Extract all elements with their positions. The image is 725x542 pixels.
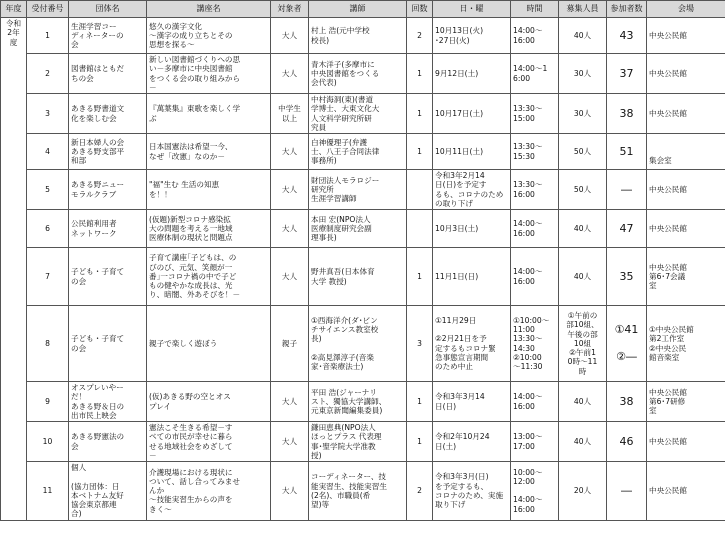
- target-audience-cell: 中学生 以上: [271, 94, 309, 134]
- capacity-cell: 20人: [559, 462, 607, 521]
- organization-name-cell: あきる野書道文 化を楽しむ会: [69, 94, 147, 134]
- participant-count-cell: ―: [607, 170, 647, 210]
- header-times: 回数: [407, 1, 433, 18]
- date-weekday-cell: 令和2年10月24 日(土): [433, 422, 511, 462]
- table-row: [1, 18, 725, 54]
- target-audience-cell: 大人: [271, 210, 309, 248]
- venue-cell: ①中央公民館 第2工作室 ②中央公民 館音楽室: [647, 306, 725, 382]
- target-audience-cell: 大人: [271, 18, 309, 54]
- session-count-cell: 2: [407, 18, 433, 54]
- time-range-cell: 14:00～ 16:00: [511, 382, 559, 422]
- lecture-title-cell: 子育て講座｢子どもは、の びのび、元気、笑顔が一 番｣一コロナ禍の中で子ど もの健やかな成長は、光 り、暗闇、外あそびを！－: [147, 248, 271, 306]
- venue-cell: 中央公民館: [647, 210, 725, 248]
- header-target: 対象者: [271, 1, 309, 18]
- organization-name-cell: あきる野ニュー モラルクラブ: [69, 170, 147, 210]
- date-weekday-cell: 9月12日(土): [433, 54, 511, 94]
- capacity-cell: 30人: [559, 94, 607, 134]
- lecturer-cell: 中村海洞(東)(書道 学博士、大東文化大 人文科学研究所研 究員: [309, 94, 407, 134]
- capacity-cell: 40人: [559, 248, 607, 306]
- target-audience-cell: 大人: [271, 54, 309, 94]
- participant-count-cell: 37: [607, 54, 647, 94]
- lecture-title-cell: 新しい図書館づくりへの思 い－多摩市に中央図書館 をつくる会の取り組みから －: [147, 54, 271, 94]
- capacity-cell: 50人: [559, 170, 607, 210]
- table-row: [1, 382, 725, 422]
- participant-count-cell: 38: [607, 382, 647, 422]
- organization-name-cell: 新日本婦人の会 あきる野支部平 和部: [69, 134, 147, 170]
- participant-count-cell: 35: [607, 248, 647, 306]
- date-weekday-cell: 令和3年3月14 日(日): [433, 382, 511, 422]
- capacity-cell: 40人: [559, 18, 607, 54]
- time-range-cell: 14:00～ 16:00: [511, 248, 559, 306]
- lecturer-cell: 本田 宏(NPO法人 医療制度研究会副 理事長): [309, 210, 407, 248]
- organization-name-cell: 生涯学習コー ディネーターの 会: [69, 18, 147, 54]
- table-row: [1, 54, 725, 94]
- time-range-cell: 13:30～ 15:00: [511, 94, 559, 134]
- receipt-number-cell: 9: [27, 382, 69, 422]
- receipt-number-cell: 1: [27, 18, 69, 54]
- lecture-title-cell: "福"生む 生活の知恵 を！！: [147, 170, 271, 210]
- receipt-number-cell: 7: [27, 248, 69, 306]
- time-range-cell: 13:00～ 17:00: [511, 422, 559, 462]
- session-count-cell: 2: [407, 462, 433, 521]
- venue-cell: 中央公民館: [647, 170, 725, 210]
- organization-name-cell: 公民館利用者 ネットワーク: [69, 210, 147, 248]
- organization-name-cell: あきる野憲法の 会: [69, 422, 147, 462]
- target-audience-cell: 親子: [271, 306, 309, 382]
- participant-count-cell: ①41 ②―: [607, 306, 647, 382]
- time-range-cell: 10:00～ 12:00 14:00～ 16:00: [511, 462, 559, 521]
- target-audience-cell: 大人: [271, 462, 309, 521]
- capacity-cell: 50人: [559, 134, 607, 170]
- receipt-number-cell: 4: [27, 134, 69, 170]
- organization-name-cell: 子ども・子育て の会: [69, 248, 147, 306]
- time-range-cell: ①10:00～ 11:00 13:30～ 14:30 ②10:00 ～11:30: [511, 306, 559, 382]
- session-count-cell: 1: [407, 422, 433, 462]
- receipt-number-cell: 6: [27, 210, 69, 248]
- lecture-title-cell: 『萬葉集』東歌を楽しく学 ぶ: [147, 94, 271, 134]
- table-row: [1, 94, 725, 134]
- time-range-cell: 13:30～ 16:00: [511, 170, 559, 210]
- venue-cell: 中央公民館 第6･7研修 室: [647, 382, 725, 422]
- venue-cell: 中央公民館: [647, 94, 725, 134]
- capacity-cell: ①午前の 部10組、 午後の部 10組 ②午前1 0時～11 時: [559, 306, 607, 382]
- organization-name-cell: 子ども・子育て の会: [69, 306, 147, 382]
- capacity-cell: 30人: [559, 54, 607, 94]
- receipt-number-cell: 5: [27, 170, 69, 210]
- date-weekday-cell: 10月3日(土): [433, 210, 511, 248]
- target-audience-cell: 大人: [271, 422, 309, 462]
- lecture-title-cell: 日本国憲法は希望一今、 なぜ「改憲」なのか－: [147, 134, 271, 170]
- fiscal-year-cell: 令和 2年 度: [1, 18, 27, 521]
- receipt-number-cell: 10: [27, 422, 69, 462]
- session-count-cell: 1: [407, 94, 433, 134]
- header-organization: 団体名: [69, 1, 147, 18]
- participant-count-cell: 38: [607, 94, 647, 134]
- table-row: [1, 462, 725, 521]
- venue-cell: 中央公民館: [647, 18, 725, 54]
- venue-cell: 中央公民館: [647, 462, 725, 521]
- lecturer-cell: 平田 浩(ジャーナリ スト、獨協大学講師、 元東京新聞編集委員): [309, 382, 407, 422]
- table-row: [1, 170, 725, 210]
- target-audience-cell: 大人: [271, 248, 309, 306]
- table-row: [1, 134, 725, 170]
- receipt-number-cell: 2: [27, 54, 69, 94]
- date-weekday-cell: 10月11日(土): [433, 134, 511, 170]
- organization-name-cell: 個人 (協力団体：日 本ベトナム友好 協会東京都連 合): [69, 462, 147, 521]
- date-weekday-cell: 10月13日(火) ･27日(火): [433, 18, 511, 54]
- participant-count-cell: ―: [607, 462, 647, 521]
- session-count-cell: [407, 170, 433, 210]
- header-row: [1, 1, 725, 18]
- participant-count-cell: 43: [607, 18, 647, 54]
- lecturer-cell: 財団法人モラロジー 研究所 生涯学習講師: [309, 170, 407, 210]
- date-weekday-cell: 10月17日(土): [433, 94, 511, 134]
- lecture-title-cell: (仮)あきる野の空とオス プレイ: [147, 382, 271, 422]
- table-row: [1, 422, 725, 462]
- receipt-number-cell: 11: [27, 462, 69, 521]
- target-audience-cell: 大人: [271, 382, 309, 422]
- header-number: 受付番号: [27, 1, 69, 18]
- lecturer-cell: 鎌田恵典(NPO法人 ほっとプラス 代表理 事･聖学院大学准教 授): [309, 422, 407, 462]
- time-range-cell: 14:00～ 16:00: [511, 18, 559, 54]
- session-count-cell: 3: [407, 306, 433, 382]
- lecturer-cell: コーディネーター、技 能実習生、技能実習生 (2名)、市職員(希 望)等: [309, 462, 407, 521]
- time-range-cell: 14:00～1 6:00: [511, 54, 559, 94]
- lecturer-cell: ①西海洋介(ダ･ビン チサイエンス教室校 長) ②高見澤淳子(音楽 家･音楽療法士): [309, 306, 407, 382]
- header-lecture-title: 講座名: [147, 1, 271, 18]
- header-time: 時間: [511, 1, 559, 18]
- date-weekday-cell: ①11月29日 ②2月21日を予 定するもコロナ緊 急事態宣言期間 のため中止: [433, 306, 511, 382]
- venue-cell: 集会室: [647, 134, 725, 170]
- session-count-cell: 1: [407, 54, 433, 94]
- time-range-cell: 13:30～ 15:30: [511, 134, 559, 170]
- lecturer-cell: 青木洋子(多摩市に 中央図書館をつくる 会代表): [309, 54, 407, 94]
- capacity-cell: 40人: [559, 422, 607, 462]
- participant-count-cell: 51: [607, 134, 647, 170]
- lecturer-cell: 白神優理子(弁護 士、八王子合同法律 事務所): [309, 134, 407, 170]
- participant-count-cell: 47: [607, 210, 647, 248]
- table-row: [1, 210, 725, 248]
- header-lecturer: 講師: [309, 1, 407, 18]
- receipt-number-cell: 3: [27, 94, 69, 134]
- session-count-cell: [407, 210, 433, 248]
- date-weekday-cell: 令和3年2月14 日(日)を予定す るも、コロナのため の取り下げ: [433, 170, 511, 210]
- header-date: 日・曜: [433, 1, 511, 18]
- lecture-title-cell: 親子で楽しく遊ぼう: [147, 306, 271, 382]
- header-capacity: 募集人員: [559, 1, 607, 18]
- target-audience-cell: 大人: [271, 134, 309, 170]
- venue-cell: 中央公民館: [647, 422, 725, 462]
- header-year: 年度: [1, 1, 27, 18]
- lecture-title-cell: 悠久の漢字文化 ～漢字の成り立ちとその 思想を探る～: [147, 18, 271, 54]
- time-range-cell: 14:00～ 16:00: [511, 210, 559, 248]
- session-count-cell: 1: [407, 382, 433, 422]
- lecture-title-cell: 介護現場における現状に ついて、話し合ってみませ んか ～技能実習生からの声を きく～: [147, 462, 271, 521]
- venue-cell: 中央公民館 第6･7会議 室: [647, 248, 725, 306]
- date-weekday-cell: 令和3年3月(日) を予定するも、 コロナのため、実施 取り下げ: [433, 462, 511, 521]
- organization-name-cell: 図書館はともだ ちの会: [69, 54, 147, 94]
- session-count-cell: 1: [407, 134, 433, 170]
- header-venue: 会場: [647, 1, 725, 18]
- lecturer-cell: 村上 浩(元中学校 校長): [309, 18, 407, 54]
- target-audience-cell: 大人: [271, 170, 309, 210]
- participant-count-cell: 46: [607, 422, 647, 462]
- table-row: [1, 248, 725, 306]
- receipt-number-cell: 8: [27, 306, 69, 382]
- session-count-cell: 1: [407, 248, 433, 306]
- date-weekday-cell: 11月1日(日): [433, 248, 511, 306]
- capacity-cell: 40人: [559, 382, 607, 422]
- organization-name-cell: オスプレいやー だ！ あきる野＆日の 出市民上映会: [69, 382, 147, 422]
- lecture-title-cell: 憲法こそ生きる希望－す べての市民が幸せに暮ら せる地域社会をめざして －: [147, 422, 271, 462]
- header-participants: 参加者数: [607, 1, 647, 18]
- venue-cell: 中央公民館: [647, 54, 725, 94]
- table-row: [1, 306, 725, 382]
- capacity-cell: 40人: [559, 210, 607, 248]
- lecture-title-cell: (仮題)新型コロナ感染拡 大の問題を考える一地域 医療体制の現状と問題点: [147, 210, 271, 248]
- lecturer-cell: 野井真吾(日本体育 大学 教授): [309, 248, 407, 306]
